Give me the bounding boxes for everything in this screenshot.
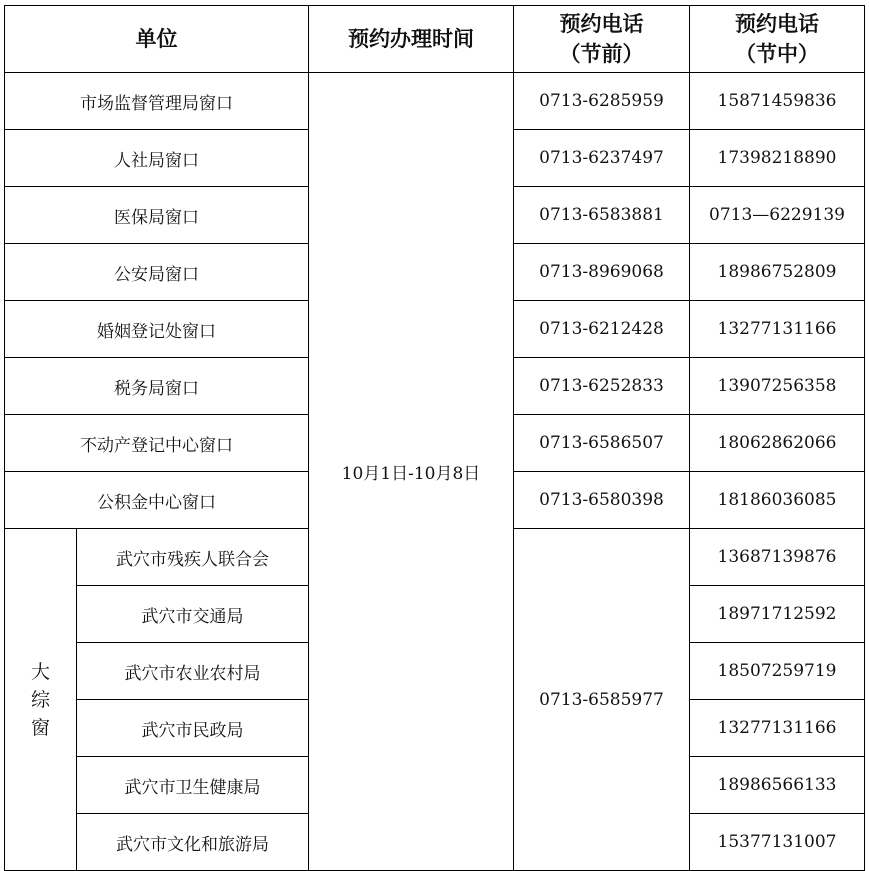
pre-phone-cell: 0713-6583881 bbox=[514, 187, 690, 244]
during-phone-cell: 18971712592 bbox=[690, 586, 865, 643]
unit-cell: 公积金中心窗口 bbox=[5, 472, 309, 529]
during-phone-cell: 0713—6229139 bbox=[690, 187, 865, 244]
sub-unit-cell: 武穴市文化和旅游局 bbox=[77, 814, 309, 871]
unit-cell: 税务局窗口 bbox=[5, 358, 309, 415]
unit-cell: 不动产登记中心窗口 bbox=[5, 415, 309, 472]
header-row bbox=[5, 6, 865, 73]
pre-phone-cell: 0713-6252833 bbox=[514, 358, 690, 415]
header-time: 预约办理时间 bbox=[309, 6, 514, 73]
pre-phone-cell: 0713-6212428 bbox=[514, 301, 690, 358]
during-phone-cell: 18986566133 bbox=[690, 757, 865, 814]
header-phone-during-title: 预约电话 bbox=[735, 12, 819, 36]
during-phone-cell: 18986752809 bbox=[690, 244, 865, 301]
sub-unit-cell: 武穴市卫生健康局 bbox=[77, 757, 309, 814]
pre-phone-cell: 0713-6586507 bbox=[514, 415, 690, 472]
appointment-table bbox=[4, 5, 865, 871]
during-phone-cell: 18186036085 bbox=[690, 472, 865, 529]
during-phone-cell: 18507259719 bbox=[690, 643, 865, 700]
header-phone-pre bbox=[514, 6, 690, 73]
unit-cell: 婚姻登记处窗口 bbox=[5, 301, 309, 358]
unit-cell: 医保局窗口 bbox=[5, 187, 309, 244]
pre-phone-cell: 0713-6237497 bbox=[514, 130, 690, 187]
group-pre-phone-cell: 0713-6585977 bbox=[514, 529, 690, 871]
during-phone-cell: 17398218890 bbox=[690, 130, 865, 187]
table-row bbox=[5, 73, 865, 130]
header-phone-pre-title: 预约电话 bbox=[559, 12, 644, 36]
pre-phone-cell: 0713-6285959 bbox=[514, 73, 690, 130]
unit-cell: 公安局窗口 bbox=[5, 244, 309, 301]
sub-unit-cell: 武穴市交通局 bbox=[77, 586, 309, 643]
sub-unit-cell: 武穴市农业农村局 bbox=[77, 643, 309, 700]
unit-cell: 人社局窗口 bbox=[5, 130, 309, 187]
header-unit: 单位 bbox=[5, 6, 309, 73]
header-phone-during-sub: （节中） bbox=[735, 42, 819, 66]
sub-unit-cell: 武穴市民政局 bbox=[77, 700, 309, 757]
during-phone-cell: 15377131007 bbox=[690, 814, 865, 871]
sub-unit-cell: 武穴市残疾人联合会 bbox=[77, 529, 309, 586]
during-phone-cell: 18062862066 bbox=[690, 415, 865, 472]
during-phone-cell: 15871459836 bbox=[690, 73, 865, 130]
during-phone-cell: 13277131166 bbox=[690, 700, 865, 757]
during-phone-cell: 13687139876 bbox=[690, 529, 865, 586]
group-label-cell bbox=[5, 529, 77, 871]
pre-phone-cell: 0713-8969068 bbox=[514, 244, 690, 301]
during-phone-cell: 13277131166 bbox=[690, 301, 865, 358]
time-cell: 10月1日-10月8日 bbox=[309, 73, 514, 871]
group-label: 大综窗 bbox=[30, 660, 50, 739]
pre-phone-cell: 0713-6580398 bbox=[514, 472, 690, 529]
during-phone-cell: 13907256358 bbox=[690, 358, 865, 415]
header-phone-during bbox=[690, 6, 865, 73]
unit-cell: 市场监督管理局窗口 bbox=[5, 73, 309, 130]
header-phone-pre-sub: （节前） bbox=[559, 42, 644, 66]
